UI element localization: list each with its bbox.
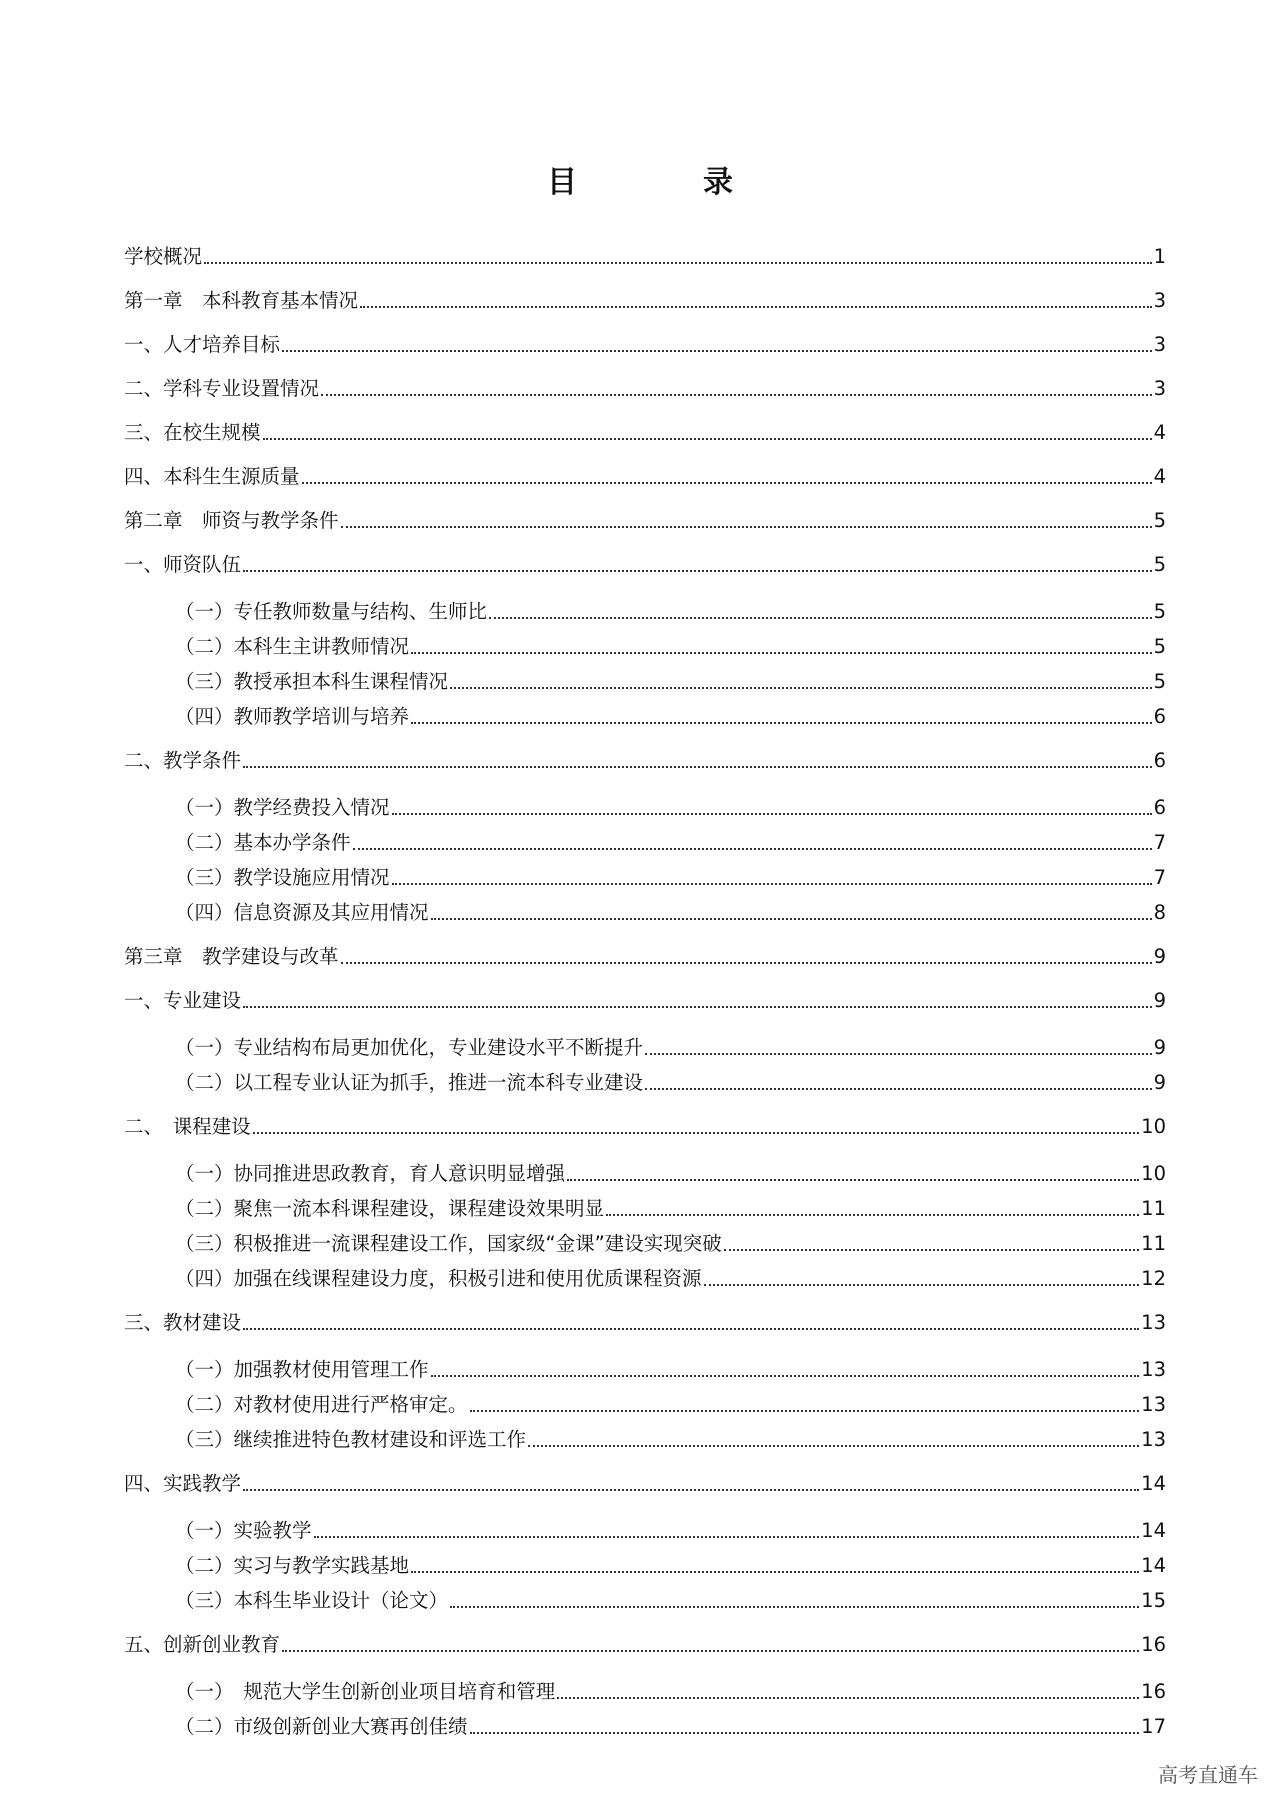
toc-entry-page-number: 15 [1141,1589,1166,1612]
toc-entry[interactable] [124,1497,1166,1544]
toc-entry[interactable] [124,891,1166,926]
toc-entry-page-number: 5 [1153,635,1166,658]
toc-entry-title: （一）协同推进思政教育，育人意识明显增强 [175,1162,566,1185]
toc-entry-title: 四、实践教学 [124,1472,242,1495]
toc-entry[interactable] [124,1614,1166,1658]
toc-entry-page-number: 7 [1153,831,1166,854]
toc-dot-leader [392,813,1152,815]
toc-dot-leader [243,1328,1139,1330]
toc-entry[interactable] [124,856,1166,891]
toc-entry-title: （二）市级创新创业大赛再创佳绩 [175,1715,468,1738]
toc-entry[interactable] [124,490,1166,534]
toc-dot-leader [243,1489,1139,1491]
toc-dot-leader [489,617,1152,619]
toc-dot-leader [321,394,1152,396]
toc-entry-title: 三、在校生规模 [124,421,261,444]
toc-dot-leader [341,962,1152,964]
toc-dot-leader [282,1650,1139,1652]
toc-dot-leader [204,262,1152,264]
toc-entry-title: 第一章 本科教育基本情况 [124,289,359,312]
toc-dot-leader [724,1249,1139,1251]
toc-dot-leader [341,526,1152,528]
toc-entry-page-number: 4 [1153,465,1166,488]
toc-entry-title: 四、本科生生源质量 [124,465,300,488]
toc-entry[interactable] [124,1705,1166,1740]
toc-entry[interactable] [124,1096,1166,1140]
toc-entry[interactable] [124,1061,1166,1096]
toc-entry-title: 二、学科专业设置情况 [124,377,320,400]
toc-entry-title: （一） 规范大学生创新创业项目培育和管理 [175,1680,556,1703]
page-title: 目 录 [547,165,781,200]
toc-dot-leader [392,883,1152,885]
toc-entry[interactable] [124,1292,1166,1336]
toc-entry[interactable] [124,1187,1166,1222]
toc-entry[interactable] [124,1453,1166,1497]
toc-entry-page-number: 7 [1153,866,1166,889]
toc-entry-page-number: 13 [1141,1358,1166,1381]
toc-entry-page-number: 14 [1141,1554,1166,1577]
toc-entry-title: 一、师资队伍 [124,553,242,576]
toc-entry-title: 二、教学条件 [124,749,242,772]
toc-dot-leader [528,1445,1139,1447]
toc-entry[interactable] [124,534,1166,578]
toc-dot-leader [450,687,1152,689]
toc-entry-title: （四）加强在线课程建设力度，积极引进和使用优质课程资源 [175,1267,702,1290]
toc-entry-title: （三）继续推进特色教材建设和评选工作 [175,1428,527,1451]
toc-entry-title: （三）教学设施应用情况 [175,866,390,889]
toc-entry-title: （二）基本办学条件 [175,831,351,854]
toc-entry-title: （二）实习与教学实践基地 [175,1554,410,1577]
toc-entry[interactable] [124,578,1166,625]
toc-entry-page-number: 12 [1141,1267,1166,1290]
toc-entry-page-number: 6 [1153,705,1166,728]
toc-dot-leader [567,1179,1139,1181]
toc-entry-title: （一）教学经费投入情况 [175,796,390,819]
toc-entry[interactable] [124,1658,1166,1705]
toc-dot-leader [411,722,1152,724]
toc-entry-title: 学校概况 [124,245,203,268]
toc-entry-title: （四）教师教学培训与培养 [175,705,410,728]
toc-entry-title: （二）聚焦一流本科课程建设，课程建设效果明显 [175,1197,605,1220]
toc-entry-title: 一、人才培养目标 [124,333,281,356]
toc-entry-title: （三）教授承担本科生课程情况 [175,670,449,693]
toc-entry-page-number: 3 [1153,333,1166,356]
toc-entry[interactable] [124,1257,1166,1292]
toc-entry-page-number: 4 [1153,421,1166,444]
toc-dot-leader [302,482,1152,484]
toc-entry[interactable] [124,226,1166,270]
toc-entry-page-number: 14 [1141,1472,1166,1495]
toc-entry[interactable] [124,446,1166,490]
toc-entry-title: （三）积极推进一流课程建设工作，国家级“金课”建设实现突破 [175,1232,722,1255]
toc-entry[interactable] [124,1579,1166,1614]
toc-entry-title: （一）加强教材使用管理工作 [175,1358,429,1381]
toc-entry[interactable] [124,625,1166,660]
toc-entry-title: （二）以工程专业认证为抓手，推进一流本科专业建设 [175,1071,644,1094]
toc-dot-leader [360,306,1152,308]
toc-dot-leader [243,766,1152,768]
toc-entry[interactable] [124,1544,1166,1579]
toc-dot-leader [470,1732,1140,1734]
toc-entry-page-number: 17 [1141,1715,1166,1738]
toc-entry-title: 二、 课程建设 [124,1115,251,1138]
toc-entry[interactable] [124,774,1166,821]
toc-dot-leader [243,1006,1152,1008]
toc-entry-page-number: 10 [1141,1115,1166,1138]
toc-entry-page-number: 14 [1141,1519,1166,1542]
toc-entry[interactable] [124,1014,1166,1061]
toc-entry[interactable] [124,695,1166,730]
toc-entry[interactable] [124,730,1166,774]
toc-entry-page-number: 5 [1153,670,1166,693]
toc-entry[interactable] [124,402,1166,446]
toc-entry-page-number: 16 [1141,1633,1166,1656]
toc-entry-page-number: 9 [1153,989,1166,1012]
toc-entry-title: 第二章 师资与教学条件 [124,509,339,532]
toc-entry-page-number: 9 [1153,1071,1166,1094]
toc-dot-leader [353,848,1152,850]
toc-entry[interactable] [124,1336,1166,1383]
toc-entry-page-number: 5 [1153,553,1166,576]
toc-entry[interactable] [124,1222,1166,1257]
toc-dot-leader [450,1606,1139,1608]
toc-entry[interactable] [124,1418,1166,1453]
toc-entry-title: 五、创新创业教育 [124,1633,281,1656]
toc-entry-page-number: 5 [1153,600,1166,623]
toc-dot-leader [314,1536,1140,1538]
toc-entry-page-number: 1 [1153,245,1166,268]
toc-dot-leader [645,1053,1152,1055]
toc-dot-leader [557,1697,1139,1699]
toc-entry-page-number: 3 [1153,377,1166,400]
toc-entry[interactable] [124,314,1166,358]
toc-dot-leader [431,1375,1140,1377]
toc-entry-page-number: 11 [1141,1197,1166,1220]
toc-dot-leader [282,350,1152,352]
toc-entry-page-number: 5 [1153,509,1166,532]
toc-entry-title: 第三章 教学建设与改革 [124,945,339,968]
table-of-contents [124,226,1166,1740]
toc-entry-page-number: 6 [1153,749,1166,772]
toc-entry[interactable] [124,270,1166,314]
toc-entry-page-number: 9 [1153,1036,1166,1059]
toc-entry-page-number: 3 [1153,289,1166,312]
toc-dot-leader [431,918,1152,920]
toc-entry-title: （二）对教材使用进行严格审定。 [175,1393,468,1416]
toc-entry-page-number: 13 [1141,1428,1166,1451]
watermark: 高考直通车 [1158,1763,1258,1787]
toc-entry[interactable] [124,821,1166,856]
toc-entry-page-number: 13 [1141,1393,1166,1416]
toc-entry-page-number: 13 [1141,1311,1166,1334]
toc-entry-title: （一）专业结构布局更加优化，专业建设水平不断提升 [175,1036,644,1059]
toc-entry-page-number: 6 [1153,796,1166,819]
toc-entry[interactable] [124,970,1166,1014]
toc-dot-leader [645,1088,1152,1090]
toc-entry[interactable] [124,1383,1166,1418]
toc-entry-title: （二）本科生主讲教师情况 [175,635,410,658]
toc-dot-leader [411,1571,1139,1573]
toc-entry-page-number: 11 [1141,1232,1166,1255]
toc-dot-leader [470,1410,1140,1412]
toc-entry-page-number: 8 [1153,901,1166,924]
toc-entry-title: （一）实验教学 [175,1519,312,1542]
toc-entry-title: 三、教材建设 [124,1311,242,1334]
toc-dot-leader [253,1132,1139,1134]
toc-entry[interactable] [124,926,1166,970]
toc-dot-leader [243,570,1152,572]
toc-entry-title: （四）信息资源及其应用情况 [175,901,429,924]
toc-dot-leader [411,652,1152,654]
toc-entry-page-number: 9 [1153,945,1166,968]
toc-entry-page-number: 16 [1141,1680,1166,1703]
toc-entry[interactable] [124,358,1166,402]
toc-dot-leader [704,1284,1140,1286]
toc-entry[interactable] [124,1140,1166,1187]
toc-dot-leader [606,1214,1139,1216]
toc-dot-leader [263,438,1152,440]
toc-entry-title: 一、专业建设 [124,989,242,1012]
toc-entry[interactable] [124,660,1166,695]
toc-entry-title: （一）专任教师数量与结构、生师比 [175,600,488,623]
toc-entry-page-number: 10 [1141,1162,1166,1185]
toc-entry-title: （三）本科生毕业设计（论文） [175,1589,449,1612]
